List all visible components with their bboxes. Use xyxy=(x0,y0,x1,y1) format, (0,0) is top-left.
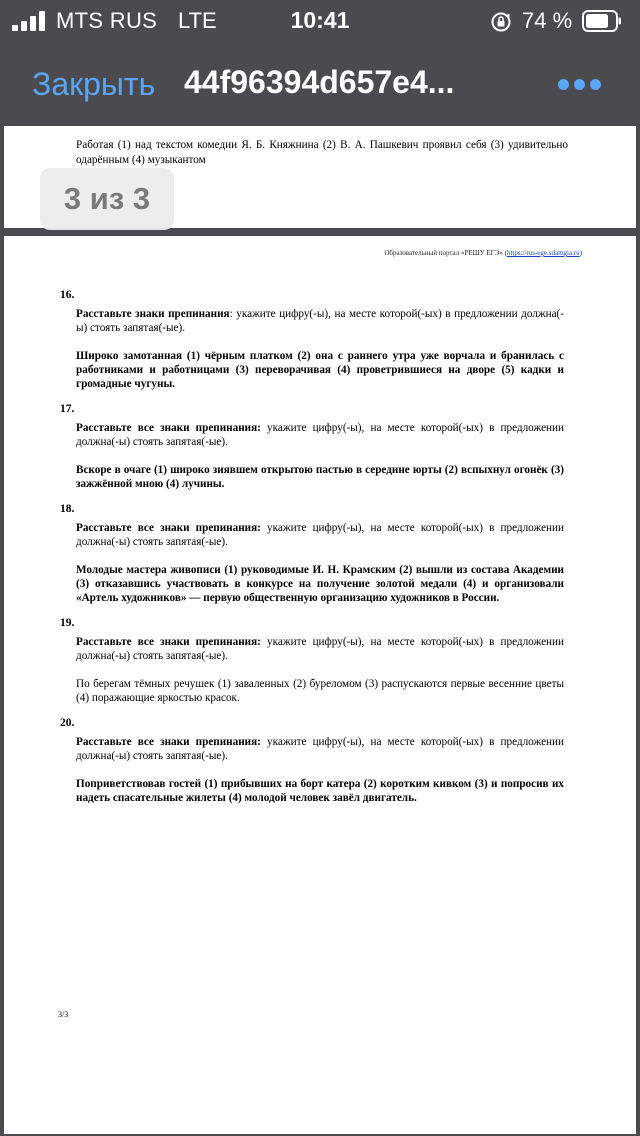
navigation-bar xyxy=(0,42,640,126)
question-prompt xyxy=(76,421,564,449)
status-bar xyxy=(0,0,640,42)
question-sentence: Поприветствовав гостей (1) прибывших на борт катера (2) коротким кивком (3) и попросив их надеть спасательные жилеты (4) молодой человек завёл двигатель. xyxy=(76,778,564,804)
rotation-lock-icon xyxy=(490,11,512,33)
prompt-details: укажите цифру(-ы), на месте которой(-ых) в предложении должна(-ы) стоять запятая(-ые). xyxy=(76,736,564,762)
prompt-details: укажите цифру(-ы), на месте которой(-ых) в предложении должна(-ы) стоять запятая(-ые). xyxy=(76,422,564,448)
question-sentence: Молодые мастера живописи (1) руководимые И. Н. Крамским (2) вышли из состава Академии (3) отказавшись участвовать в конкурсе на получение золотой медали (4) и организовали «Артель художников» — первую общественную организацию художников в России. xyxy=(76,564,564,604)
question-sentence: Вскоре в очаге (1) широко зиявшем открытою пастью в середине юрты (2) вспыхнул огонёк (3) зажжённой мною (4) лучины. xyxy=(76,464,564,490)
page-indicator: 3 из 3 xyxy=(40,168,174,230)
prompt-instruction: Расставьте знаки препинания xyxy=(76,308,230,320)
question-item xyxy=(60,288,564,391)
previous-page-text: Работая (1) над текстом комедии Я. Б. Княжнина (2) В. А. Пашкевич проявил себя (3) удивительно одарённым (4) музыкантом xyxy=(76,139,568,166)
prompt-instruction: Расставьте все знаки препинания: xyxy=(76,522,261,534)
clock: 10:41 xyxy=(290,7,350,33)
question-number: 16. xyxy=(60,289,75,301)
page-header: Образовательный портал «РЕШУ ЕГЭ» (https://rus-ege.sdamgia.ru) xyxy=(384,249,582,257)
prompt-instruction: Расставьте все знаки препинания: xyxy=(76,636,261,648)
question-sentence: По берегам тёмных речушек (1) заваленных (2) буреломом (3) распускаются первые весенние цветы (4) поражающие яркостью красок. xyxy=(76,678,564,704)
prompt-details: укажите цифру(-ы), на месте которой(-ых) в предложении должна(-ы) стоять запятая(-ые). xyxy=(76,636,564,662)
network-type: LTE xyxy=(178,8,217,33)
question-number: 20. xyxy=(60,717,75,729)
question-prompt xyxy=(76,521,564,549)
close-button[interactable]: Закрыть xyxy=(32,66,156,102)
question-item xyxy=(60,616,564,705)
more-options-icon[interactable] xyxy=(558,79,602,91)
question-prompt xyxy=(76,307,564,335)
page-number: 3/3 xyxy=(58,1010,69,1019)
battery-icon xyxy=(582,10,622,32)
question-number: 17. xyxy=(60,403,75,415)
carrier-name: MTS RUS xyxy=(56,8,158,33)
prompt-details: укажите цифру(-ы), на месте которой(-ых) в предложении должна(-ы) стоять запятая(-ые). xyxy=(76,522,564,548)
portal-name: Образовательный портал «РЕШУ ЕГЭ» xyxy=(384,249,503,257)
question-item xyxy=(60,502,564,605)
question-number: 18. xyxy=(60,503,75,515)
question-item xyxy=(60,402,564,491)
question-item xyxy=(60,716,564,805)
question-prompt xyxy=(76,635,564,663)
document-title: 44f96394d657e4... xyxy=(184,64,455,100)
question-number: 19. xyxy=(60,617,75,629)
prompt-details: : укажите цифру(-ы), на месте которой(-ых) в предложении должна(-ы) стоять запятая(-ые). xyxy=(76,308,564,334)
question-list xyxy=(60,288,564,816)
current-page xyxy=(4,236,636,1134)
portal-link[interactable]: https://rus-ege.sdamgia.ru xyxy=(506,249,580,257)
question-sentence: Широко замотанная (1) чёрным платком (2) она с раннего утра уже ворчала и бранилась с работниками и работницами (3) переворачивая (4) проветрившиеся на дворе (5) кадки и громадные чугуны. xyxy=(76,350,564,390)
battery-percentage: 74 % xyxy=(522,8,573,33)
prompt-instruction: Расставьте все знаки препинания: xyxy=(76,422,261,434)
prompt-instruction: Расставьте все знаки препинания: xyxy=(76,736,261,748)
question-prompt xyxy=(76,735,564,763)
